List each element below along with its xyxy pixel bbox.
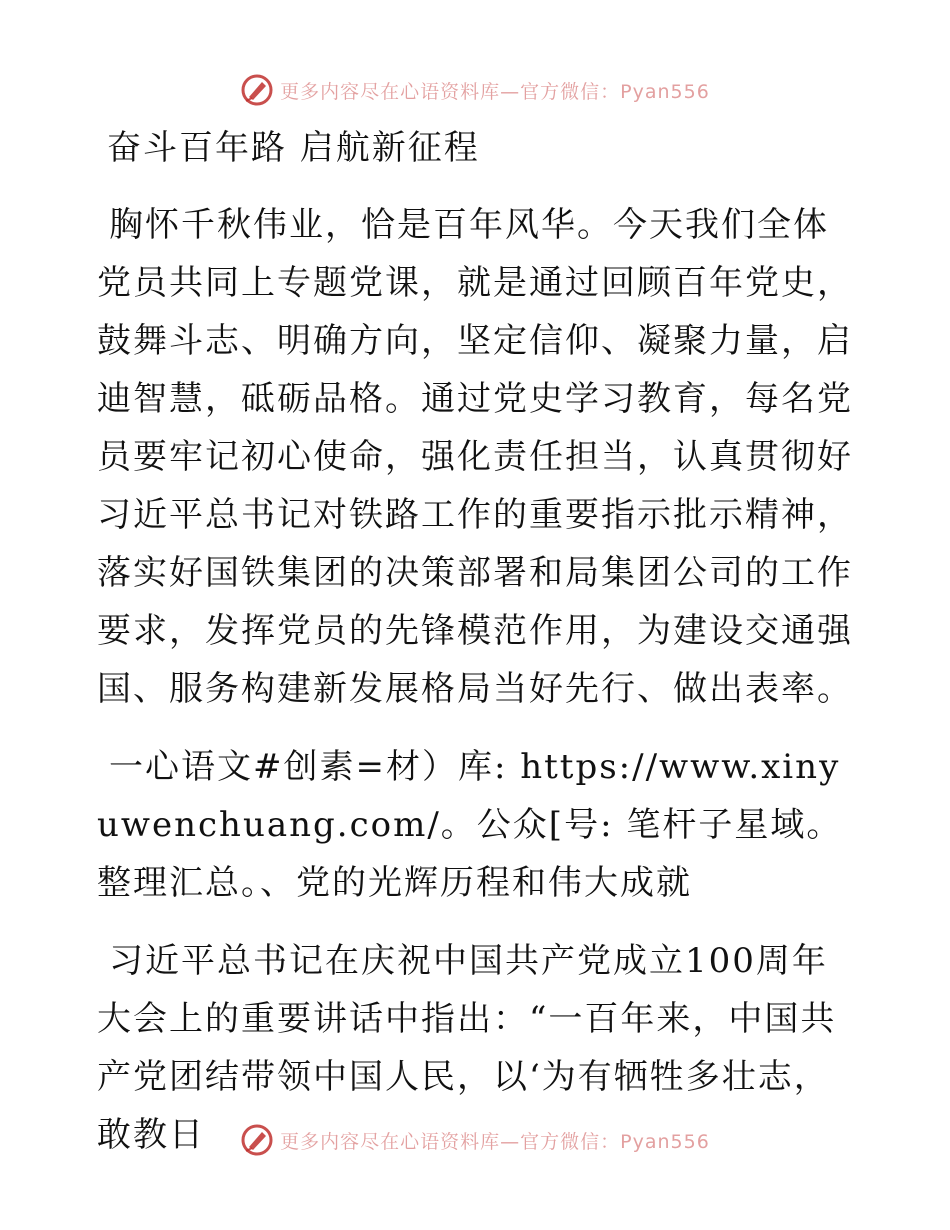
quill-logo-icon <box>240 73 274 107</box>
paragraph-intro: 胸怀千秋伟业，恰是百年风华。今天我们全体党员共同上专题党课，就是通过回顾百年党史，鼓舞斗志、明确方向，坚定信仰、凝聚力量，启迪智慧，砥砺品格。通过党史学习教育，每名党员要牢记初心使命，强化责任担当，认真贯彻好习近平总书记对铁路工作的重要指示批示精神，落实好国铁集团的决策部署和局集团公司的工作要求，发挥党员的先锋模范作用，为建设交通强国、服务构建新发展格局当好先行、做出表率。 <box>97 205 853 709</box>
quill-logo-icon <box>240 1123 274 1157</box>
paragraph-quote: 习近平总书记在庆祝中国共产党成立100周年大会上的重要讲话中指出：“一百年来，中国共产党团结带领中国人民，以‘为有牺牲多壮志，敢教日 <box>97 941 837 1155</box>
watermark-text: 更多内容尽在心语资料库—官方微信：Pyan556 <box>280 80 710 103</box>
footer-watermark <box>0 1120 950 1160</box>
paragraph-source-note: 一心语文#创素=材）库: https://www.xinyuwenchuang.com/。公众[号: 笔杆子星域。整理汇总。、党的光辉历程和伟大成就 <box>97 747 843 903</box>
watermark-text: 更多内容尽在心语资料库—官方微信：Pyan556 <box>280 1130 710 1153</box>
document-title: 奋斗百年路 启航新征程 <box>107 128 480 168</box>
document-body <box>97 122 857 1184</box>
header-watermark <box>0 70 950 110</box>
